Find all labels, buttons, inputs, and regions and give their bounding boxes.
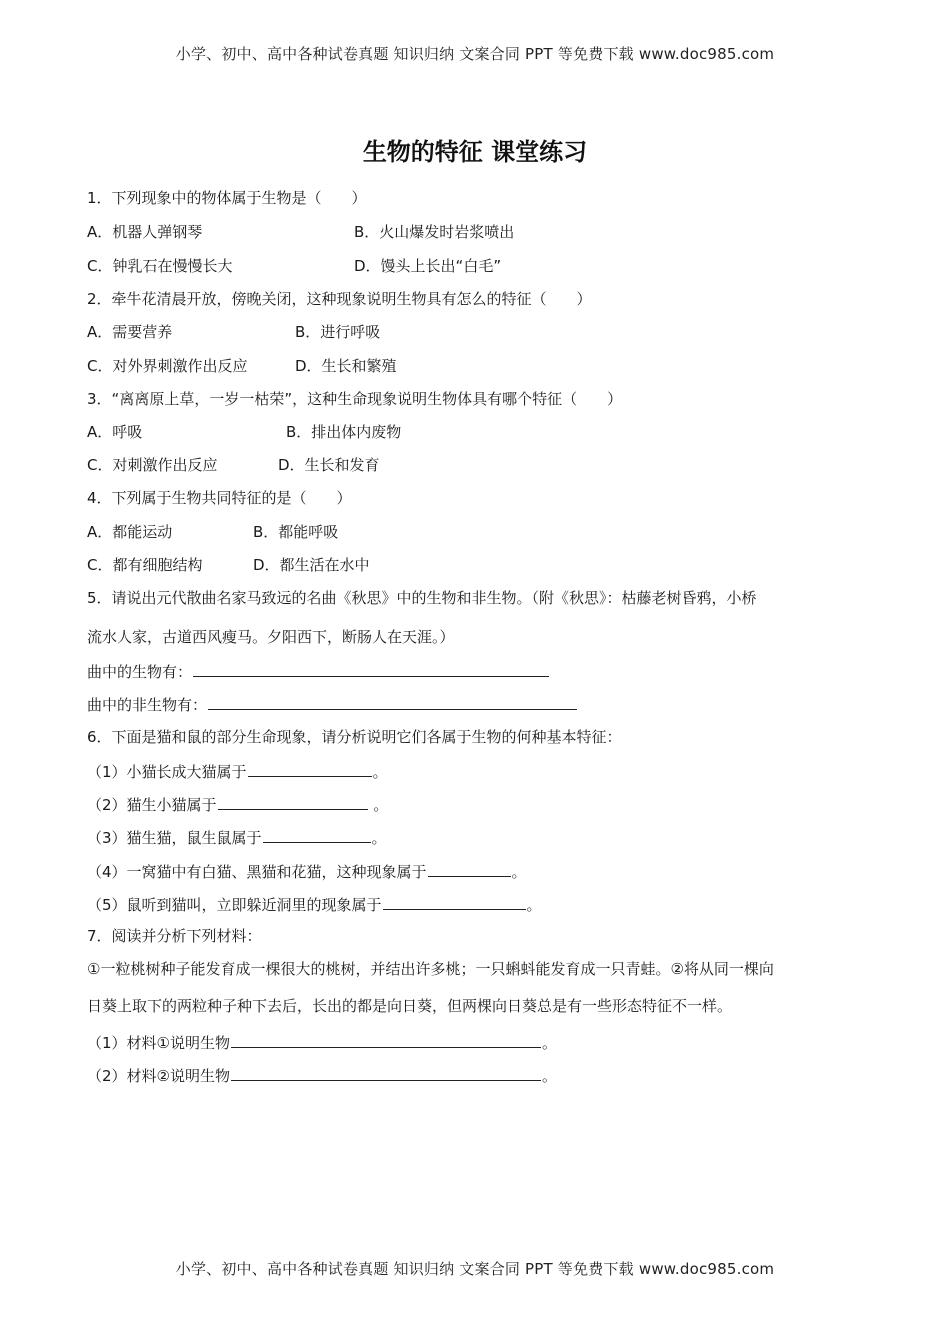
- q5-living-label: 曲中的生物有：: [87, 663, 193, 681]
- q6-sub3-end: 。: [371, 829, 387, 847]
- q4-stem: 4．下列属于生物共同特征的是（ ）: [87, 489, 352, 507]
- q7-sub1-text: （1）材料①说明生物: [87, 1034, 230, 1052]
- q3-stem: 3．“离离原上草，一岁一枯荣”，这种生命现象说明生物体具有哪个特征（ ）: [87, 390, 623, 408]
- page-title: 生物的特征 课堂练习: [362, 138, 588, 166]
- q3-option-a: A．呼吸: [87, 423, 143, 441]
- q5-living-blank[interactable]: [193, 660, 549, 677]
- q1-stem: 1．下列现象中的物体属于生物是（ ）: [87, 189, 367, 207]
- q5-stem-line2: 流水人家，古道西风瘦马。夕阳西下，断肠人在天涯。）: [87, 628, 455, 646]
- q7-material-line1: ①一粒桃树种子能发育成一棵很大的桃树，并结出许多桃；一只蝌蚪能发育成一只青蛙。②将从同一棵向: [87, 960, 774, 978]
- q3-option-c: C．对刺激作出反应: [87, 456, 218, 474]
- q6-sub2-blank[interactable]: [218, 793, 368, 810]
- q6-sub4-end: 。: [511, 863, 527, 881]
- q7-sub1-blank[interactable]: [231, 1031, 541, 1048]
- q6-sub3-text: （3）猫生猫，鼠生鼠属于: [87, 829, 262, 847]
- q1-option-a: A．机器人弹钢琴: [87, 223, 203, 241]
- q2-option-c: C．对外界刺激作出反应: [87, 357, 248, 375]
- q6-sub4-text: （4）一窝猫中有白猫、黑猫和花猫，这种现象属于: [87, 863, 427, 881]
- q2-option-b: B．进行呼吸: [295, 323, 381, 341]
- q2-option-d: D．生长和繁殖: [295, 357, 397, 375]
- q3-option-d: D．生长和发育: [278, 456, 380, 474]
- q2-stem: 2．牵牛花清晨开放，傍晚关闭，这种现象说明生物具有怎么的特征（ ）: [87, 290, 592, 308]
- q7-sub2-blank[interactable]: [231, 1064, 541, 1081]
- page-header: 小学、初中、高中各种试卷真题 知识归纳 文案合同 PPT 等免费下载 www.doc985.com: [175, 45, 775, 63]
- q5-nonliving-blank[interactable]: [208, 693, 577, 710]
- q4-option-d: D．都生活在水中: [253, 556, 370, 574]
- q6-sub2-end: 。: [373, 796, 389, 814]
- q6-sub5-end: 。: [526, 896, 542, 914]
- q2-option-a: A．需要营养: [87, 323, 173, 341]
- q5-nonliving-label: 曲中的非生物有：: [87, 696, 208, 714]
- q6-sub3-blank[interactable]: [263, 826, 371, 843]
- q6-sub3: [87, 826, 387, 848]
- q1-option-c: C．钟乳石在慢慢长大: [87, 257, 233, 275]
- q6-sub4-blank[interactable]: [428, 860, 511, 877]
- q6-sub2: [87, 793, 388, 815]
- q7-material-line2: 日葵上取下的两粒种子种下去后，长出的都是向日葵，但两棵向日葵总是有一些形态特征不一样。: [87, 997, 733, 1015]
- q6-sub1-blank[interactable]: [248, 760, 372, 777]
- q5-nonliving-row: [87, 693, 578, 715]
- q7-sub1: [87, 1031, 557, 1053]
- q6-sub5-blank[interactable]: [383, 893, 526, 910]
- q5-stem-line1: 5．请说出元代散曲名家马致远的名曲《秋思》中的生物和非生物。（附《秋思》：枯藤老树昏鸦，小桥: [87, 589, 757, 607]
- q7-sub2-text: （2）材料②说明生物: [87, 1067, 230, 1085]
- q6-sub5-text: （5）鼠听到猫叫，立即躲近洞里的现象属于: [87, 896, 382, 914]
- q5-living-row: [87, 660, 550, 682]
- q7-sub2-end: 。: [542, 1067, 558, 1085]
- q7-stem: 7．阅读并分析下列材料：: [87, 927, 262, 945]
- q7-sub2: [87, 1064, 557, 1086]
- q7-sub1-end: 。: [542, 1034, 558, 1052]
- q4-option-c: C．都有细胞结构: [87, 556, 203, 574]
- q6-stem: 6．下面是猫和鼠的部分生命现象，请分析说明它们各属于生物的何种基本特征：: [87, 728, 622, 746]
- q6-sub2-text: （2）猫生小猫属于: [87, 796, 217, 814]
- q6-sub1: [87, 760, 388, 782]
- q6-sub1-end: 。: [372, 763, 388, 781]
- q6-sub4: [87, 860, 527, 882]
- q4-option-a: A．都能运动: [87, 523, 173, 541]
- q1-option-b: B．火山爆发时岩浆喷出: [354, 223, 515, 241]
- q3-option-b: B．排出体内废物: [286, 423, 402, 441]
- q4-option-b: B．都能呼吸: [253, 523, 339, 541]
- q1-option-d: D．馒头上长出“白毛”: [354, 257, 502, 275]
- q6-sub1-text: （1）小猫长成大猫属于: [87, 763, 247, 781]
- page-footer: 小学、初中、高中各种试卷真题 知识归纳 文案合同 PPT 等免费下载 www.doc985.com: [175, 1260, 775, 1278]
- q6-sub5: [87, 893, 542, 915]
